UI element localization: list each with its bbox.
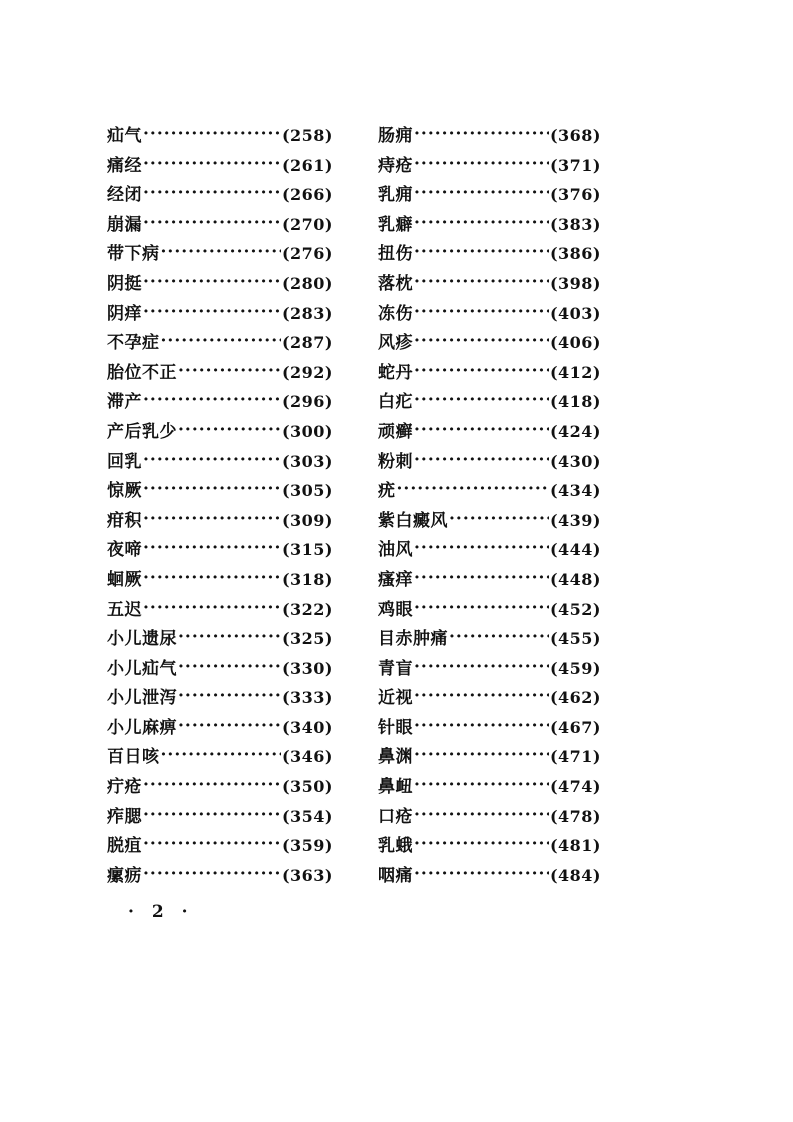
toc-entry-title: 带下病 — [107, 244, 160, 265]
toc-dot-leader — [414, 745, 549, 762]
toc-entry-page: (258) — [281, 126, 333, 145]
toc-dot-leader — [143, 154, 281, 171]
toc-entry-page: (418) — [549, 392, 601, 412]
toc-entry — [378, 328, 601, 358]
toc-entry — [378, 417, 601, 447]
toc-entry-title: 目赤肿痛 — [378, 629, 448, 650]
toc-entry — [107, 595, 333, 625]
toc-entry-page: (459) — [549, 658, 601, 678]
toc-entry-title: 痄腮 — [107, 806, 142, 827]
toc-entry-title: 鼻衄 — [378, 777, 413, 798]
toc-dot-leader — [414, 331, 549, 348]
toc-entry-title: 回乳 — [107, 451, 142, 472]
toc-dot-leader — [178, 686, 281, 703]
toc-entry-title: 风疹 — [378, 333, 413, 354]
toc-entry — [378, 239, 601, 269]
toc-entry-page: (270) — [281, 214, 333, 234]
page-number: · 2 · — [128, 902, 194, 922]
toc-entry-title: 疳积 — [107, 510, 142, 531]
toc-entry-title: 落枕 — [378, 273, 413, 294]
toc-dot-leader — [178, 420, 281, 437]
toc-entry-title: 蛔厥 — [107, 569, 142, 590]
toc-entry-page: (439) — [549, 510, 601, 530]
toc-entry — [107, 654, 333, 684]
toc-entry-title: 崩漏 — [107, 214, 142, 235]
toc-entry — [107, 713, 333, 743]
toc-entry-title: 痔疮 — [378, 155, 413, 176]
toc-entry-title: 乳痈 — [378, 185, 413, 206]
toc-dot-leader — [143, 213, 281, 230]
toc-entry — [378, 476, 601, 506]
toc-entry — [378, 447, 601, 477]
toc-entry-page: (363) — [281, 865, 333, 885]
toc-entry — [378, 624, 601, 654]
toc-entry-page: (386) — [549, 244, 601, 264]
toc-entry — [378, 299, 601, 329]
toc-dot-leader — [414, 450, 549, 467]
toc-entry-page: (398) — [549, 273, 601, 293]
toc-entry — [107, 535, 333, 565]
toc-entry-title: 产后乳少 — [107, 421, 177, 442]
toc-entry-title: 肠痈 — [378, 126, 413, 146]
toc-entry-title: 经闭 — [107, 185, 142, 206]
toc-dot-leader — [414, 302, 549, 319]
toc-dot-leader — [414, 272, 549, 289]
toc-entry-page: (462) — [549, 688, 601, 708]
toc-entry — [107, 683, 333, 713]
toc-entry-page: (376) — [549, 185, 601, 205]
toc-entry-page: (455) — [549, 629, 601, 649]
toc-entry — [378, 269, 601, 299]
toc-dot-leader — [397, 479, 549, 496]
toc-dot-leader — [178, 627, 281, 644]
toc-entry — [107, 772, 333, 802]
toc-dot-leader — [143, 509, 281, 526]
toc-entry — [107, 861, 333, 891]
toc-dot-leader — [161, 745, 281, 762]
toc-entry-page: (467) — [549, 717, 601, 737]
toc-entry-title: 疝气 — [107, 126, 142, 146]
toc-entry — [107, 121, 333, 151]
toc-entry — [107, 802, 333, 832]
toc-entry-title: 疣 — [378, 481, 396, 502]
toc-dot-leader — [143, 864, 281, 881]
toc-entry-page: (371) — [549, 155, 601, 175]
toc-dot-leader — [161, 242, 281, 259]
toc-entry-title: 百日咳 — [107, 747, 160, 768]
toc-entry-page: (292) — [281, 362, 333, 382]
toc-entry-title: 五迟 — [107, 599, 142, 620]
toc-dot-leader — [143, 598, 281, 615]
toc-entry-page: (330) — [281, 658, 333, 678]
toc-entry-page: (322) — [281, 599, 333, 619]
toc-entry-page: (325) — [281, 629, 333, 649]
toc-dot-leader — [414, 834, 549, 851]
toc-dot-leader — [178, 657, 281, 674]
toc-entry — [107, 358, 333, 388]
toc-dot-leader — [414, 686, 549, 703]
toc-entry-title: 小儿疝气 — [107, 658, 177, 679]
toc-entry-page: (350) — [281, 777, 333, 797]
toc-entry — [378, 713, 601, 743]
toc-dot-leader — [414, 154, 549, 171]
toc-entry-title: 咽痛 — [378, 865, 413, 886]
toc-entry-title: 口疮 — [378, 806, 413, 827]
toc-entry-title: 小儿麻痹 — [107, 717, 177, 738]
toc-entry-page: (444) — [549, 540, 601, 560]
toc-dot-leader — [143, 390, 281, 407]
toc-dot-leader — [414, 805, 549, 822]
toc-entry-page: (412) — [549, 362, 601, 382]
toc-entry — [107, 269, 333, 299]
toc-dot-leader — [143, 183, 281, 200]
toc-dot-leader — [414, 538, 549, 555]
toc-entry-page: (424) — [549, 421, 601, 441]
toc-entry-page: (383) — [549, 214, 601, 234]
toc-dot-leader — [414, 361, 549, 378]
toc-entry-title: 乳癖 — [378, 214, 413, 235]
toc-entry-title: 小儿泄泻 — [107, 688, 177, 709]
toc-entry-title: 胎位不正 — [107, 362, 177, 383]
toc-entry — [378, 595, 601, 625]
toc-entry-title: 冻伤 — [378, 303, 413, 324]
toc-entry-page: (283) — [281, 303, 333, 323]
toc-entry — [378, 387, 601, 417]
toc-dot-leader — [414, 598, 549, 615]
toc-entry — [107, 742, 333, 772]
toc-entry-page: (354) — [281, 806, 333, 826]
toc-column-right — [378, 121, 601, 890]
toc-dot-leader — [414, 183, 549, 200]
toc-entry-page: (478) — [549, 806, 601, 826]
toc-dot-leader — [414, 716, 549, 733]
toc-entry — [107, 565, 333, 595]
toc-entry-page: (266) — [281, 185, 333, 205]
toc-entry-title: 紫白癜风 — [378, 510, 448, 531]
toc-entry-page: (452) — [549, 599, 601, 619]
toc-entry-title: 鸡眼 — [378, 599, 413, 620]
toc-entry-page: (430) — [549, 451, 601, 471]
toc-entry — [107, 180, 333, 210]
toc-entry — [378, 861, 601, 891]
toc-entry-page: (309) — [281, 510, 333, 530]
toc-dot-leader — [414, 568, 549, 585]
toc-entry-page: (333) — [281, 688, 333, 708]
toc-entry — [107, 476, 333, 506]
toc-entry-page: (280) — [281, 273, 333, 293]
toc-dot-leader — [414, 213, 549, 230]
toc-entry-title: 阴痒 — [107, 303, 142, 324]
toc-dot-leader — [414, 864, 549, 881]
toc-entry — [378, 654, 601, 684]
toc-entry-title: 油风 — [378, 540, 413, 561]
toc-entry — [378, 358, 601, 388]
toc-entry-title: 顽癣 — [378, 421, 413, 442]
toc-entry — [107, 447, 333, 477]
toc-entry — [107, 387, 333, 417]
toc-entry — [378, 121, 601, 151]
toc-entry-title: 白疕 — [378, 392, 413, 413]
toc-entry — [378, 742, 601, 772]
toc-entry — [107, 299, 333, 329]
toc-entry-title: 瘰疬 — [107, 865, 142, 886]
toc-entry-page: (434) — [549, 481, 601, 501]
toc-dot-leader — [143, 538, 281, 555]
toc-entry — [378, 180, 601, 210]
toc-entry-title: 滞产 — [107, 392, 142, 413]
toc-entry-title: 鼻渊 — [378, 747, 413, 768]
toc-entry — [107, 417, 333, 447]
toc-entry-title: 针眼 — [378, 717, 413, 738]
toc-entry — [378, 506, 601, 536]
toc-entry-page: (318) — [281, 569, 333, 589]
toc-entry-title: 夜啼 — [107, 540, 142, 561]
toc-entry-page: (305) — [281, 481, 333, 501]
toc-entry — [107, 239, 333, 269]
toc-entry — [378, 772, 601, 802]
toc-entry-page: (287) — [281, 333, 333, 353]
toc-entry-page: (346) — [281, 747, 333, 767]
toc-entry-title: 小儿遗尿 — [107, 629, 177, 650]
toc-entry-title: 脱疽 — [107, 836, 142, 857]
toc-dot-leader — [143, 775, 281, 792]
toc-entry-page: (340) — [281, 717, 333, 737]
toc-entry — [378, 831, 601, 861]
toc-dot-leader — [143, 568, 281, 585]
toc-entry — [107, 506, 333, 536]
toc-dot-leader — [414, 657, 549, 674]
toc-dot-leader — [414, 420, 549, 437]
toc-dot-leader — [414, 124, 549, 141]
toc-entry-title: 阴挺 — [107, 273, 142, 294]
toc-entry-title: 瘙痒 — [378, 569, 413, 590]
toc-entry-page: (296) — [281, 392, 333, 412]
toc-entry-page: (359) — [281, 836, 333, 856]
toc-entry — [378, 535, 601, 565]
toc-entry-title: 粉刺 — [378, 451, 413, 472]
toc-entry-title: 蛇丹 — [378, 362, 413, 383]
toc-entry — [378, 802, 601, 832]
toc-dot-leader — [449, 509, 549, 526]
toc-entry-page: (403) — [549, 303, 601, 323]
toc-entry — [378, 683, 601, 713]
toc-entry-page: (448) — [549, 569, 601, 589]
toc-dot-leader — [414, 775, 549, 792]
toc-entry-title: 青盲 — [378, 658, 413, 679]
toc-entry-title: 近视 — [378, 688, 413, 709]
toc-dot-leader — [143, 834, 281, 851]
toc-entry-title: 疔疮 — [107, 777, 142, 798]
toc-entry — [107, 831, 333, 861]
toc-dot-leader — [161, 331, 281, 348]
toc-entry-page: (276) — [281, 244, 333, 264]
toc-entry-page: (261) — [281, 155, 333, 175]
toc-dot-leader — [143, 302, 281, 319]
toc-dot-leader — [414, 242, 549, 259]
toc-dot-leader — [143, 479, 281, 496]
toc-dot-leader — [414, 390, 549, 407]
toc-entry-page: (315) — [281, 540, 333, 560]
toc-entry-page: (474) — [549, 777, 601, 797]
toc-entry-page: (368) — [549, 126, 601, 145]
toc-entry-page: (303) — [281, 451, 333, 471]
toc-entry — [107, 624, 333, 654]
toc-entry — [107, 151, 333, 181]
toc-dot-leader — [143, 450, 281, 467]
toc-column-left — [107, 121, 333, 890]
toc-dot-leader — [178, 716, 281, 733]
toc-entry-title: 痛经 — [107, 155, 142, 176]
toc-dot-leader — [449, 627, 549, 644]
toc-entry — [107, 328, 333, 358]
toc-dot-leader — [143, 124, 281, 141]
toc-entry — [378, 151, 601, 181]
toc-entry-title: 不孕症 — [107, 333, 160, 354]
toc-entry — [378, 565, 601, 595]
toc-entry-page: (471) — [549, 747, 601, 767]
toc-entry-page: (484) — [549, 865, 601, 885]
toc-dot-leader — [178, 361, 281, 378]
toc-entry-title: 惊厥 — [107, 481, 142, 502]
toc-entry-page: (406) — [549, 333, 601, 353]
toc-entry-page: (481) — [549, 836, 601, 856]
toc-dot-leader — [143, 805, 281, 822]
toc-entry — [107, 210, 333, 240]
toc-entry — [378, 210, 601, 240]
toc-entry-page: (300) — [281, 421, 333, 441]
toc-dot-leader — [143, 272, 281, 289]
toc-entry-title: 乳蛾 — [378, 836, 413, 857]
toc-entry-title: 扭伤 — [378, 244, 413, 265]
